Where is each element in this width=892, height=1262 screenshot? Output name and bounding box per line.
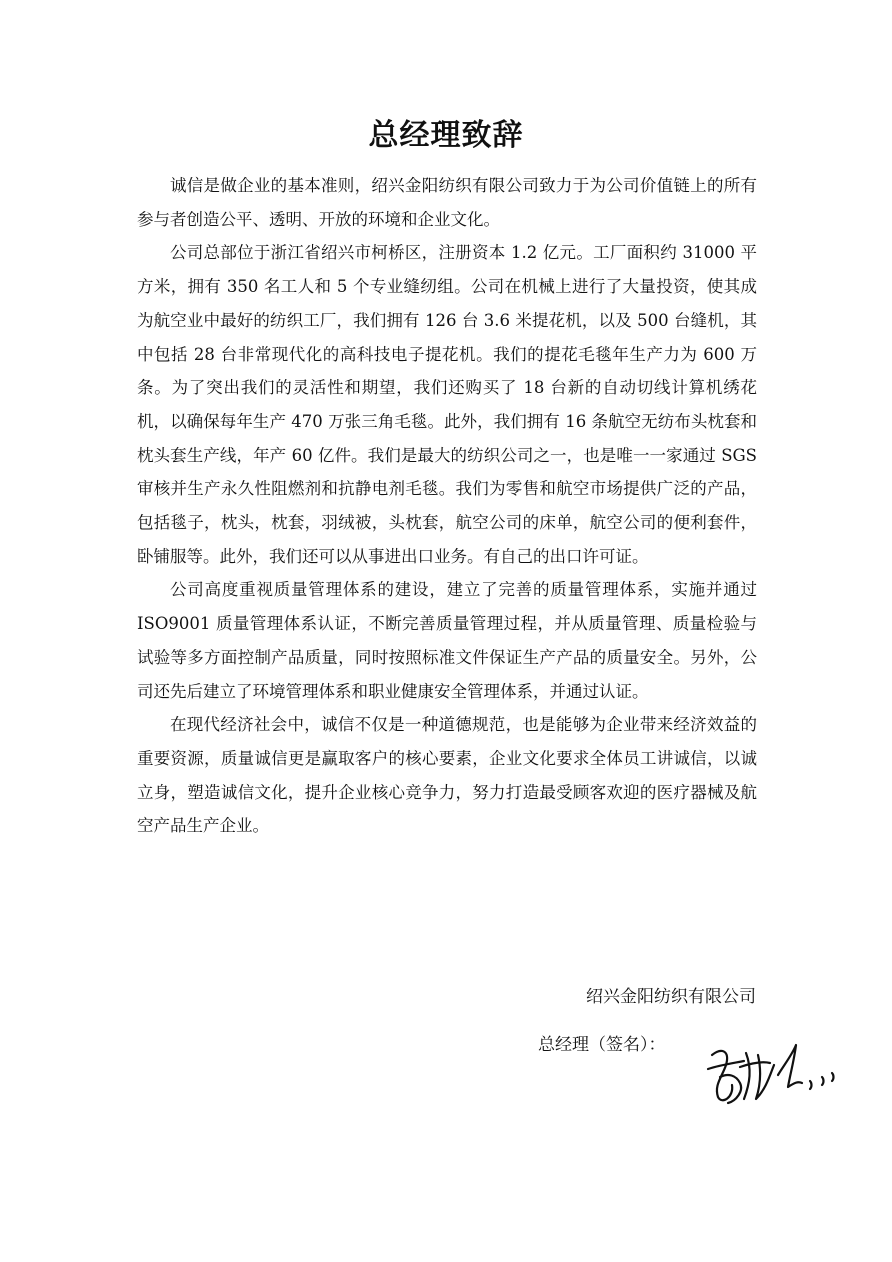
paragraph-integrity: 诚信是做企业的基本准则，绍兴金阳纺织有限公司致力于为公司价值链上的所有参与者创造公平、透明、开放的环境和企业文化。 <box>137 176 757 229</box>
paragraph-company-profile: 公司总部位于浙江省绍兴市柯桥区，注册资本 1.2 亿元。工厂面积约 31000 平方米，拥有 350 名工人和 5 个专业缝纫组。公司在机械上进行了大量投资，使其成为航空业中最好的纺织工厂，我们拥有 126 台 3.6 米提花机，以及 500 台缝机，其中包括 28 台非常现代化的高科技电子提花机。我们的提花毛毯年生产力为 600 万条。为了突出我们的灵活性和期望，我们还购买了 18 台新的自动切线计算机绣花机，以确保每年生产 470 万张三角毛毯。此外，我们拥有 16 条航空无纺布头枕套和枕头套生产线，年产 60 亿件。我们是最大的纺织公司之一，也是唯一一家通过 SGS 审核并生产永久性阻燃剂和抗静电剂毛毯。我们为零售和航空市场提供广泛的产品，包括毯子，枕头，枕套，羽绒被，头枕套，航空公司的床单，航空公司的便利套件，卧铺服等。此外，我们还可以从事进出口业务。有自己的出口许可证。 <box>137 243 757 566</box>
paragraph-quality-system: 公司高度重视质量管理体系的建设，建立了完善的质量管理体系，实施并通过 ISO9001 质量管理体系认证，不断完善质量管理过程，并从质量管理、质量检验与试验等多方面控制产品质量，同时按照标准文件保证生产产品的质量安全。另外，公司还先后建立了环境管理体系和职业健康安全管理体系，并通过认证。 <box>137 580 757 701</box>
signer-label: 总经理（签名）： <box>538 1035 666 1055</box>
handwritten-signature <box>700 1025 840 1115</box>
page-title: 总经理致辞 <box>368 118 524 153</box>
paragraph-closing: 在现代经济社会中，诚信不仅是一种道德规范，也是能够为企业带来经济效益的重要资源，质量诚信更是赢取客户的核心要素，企业文化要求全体员工讲诚信，以诚立身，塑造诚信文化，提升企业核心竞争力，努力打造最受顾客欢迎的医疗器械及航空产品生产企业。 <box>137 715 757 836</box>
company-name: 绍兴金阳纺织有限公司 <box>586 987 756 1007</box>
speech-body <box>137 169 757 843</box>
